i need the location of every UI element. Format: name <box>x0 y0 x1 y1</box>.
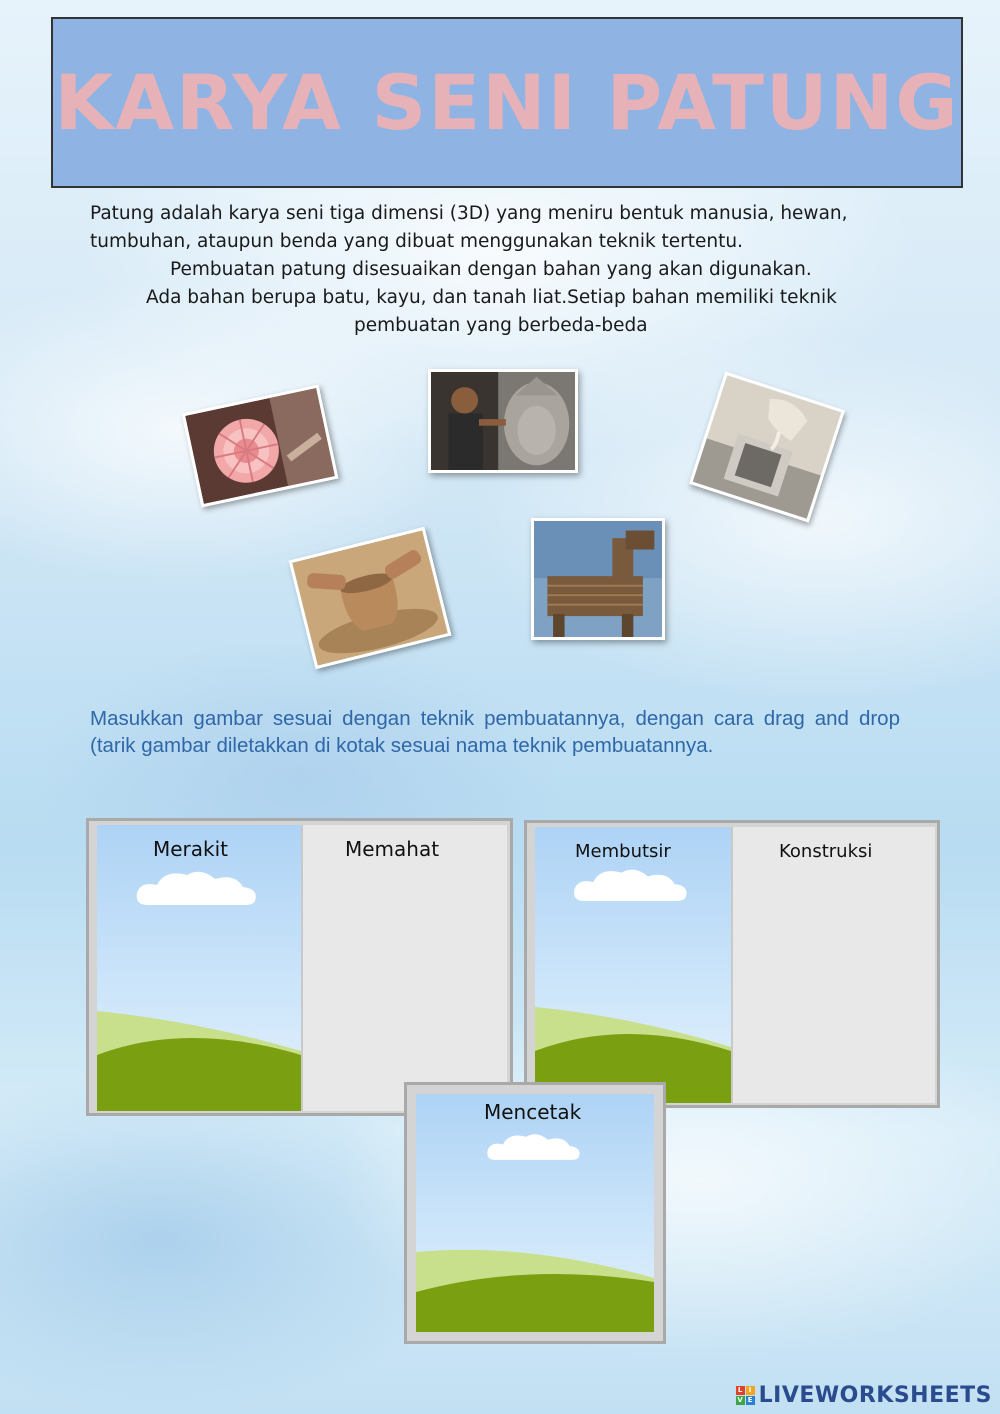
drop-board-bottom <box>404 1082 666 1344</box>
zone-label-mencetak: Mencetak <box>484 1100 582 1124</box>
drop-board-left <box>86 818 513 1116</box>
grass-hill <box>416 1246 654 1332</box>
photo-pottery-wheel[interactable] <box>289 527 452 670</box>
grass-hill <box>97 1011 301 1111</box>
zone-label-memahat: Memahat <box>345 837 440 861</box>
title-banner <box>51 17 963 188</box>
photo-wooden-horse[interactable] <box>531 518 665 640</box>
drop-board-right <box>524 820 940 1108</box>
page-title: KARYA SENI PATUNG <box>54 58 960 147</box>
liveworksheets-wordmark: LIVEWORKSHEETS <box>758 1383 992 1408</box>
mark-letter: I <box>746 1386 755 1395</box>
intro-line: tumbuhan, ataupun benda yang dibuat menggunakan teknik tertentu. <box>90 231 744 252</box>
zone-label-merakit: Merakit <box>153 837 229 861</box>
drop-zone-membutsir[interactable] <box>535 827 731 1103</box>
intro-line: Ada bahan berupa batu, kayu, dan tanah liat.Setiap bahan memiliki teknik <box>146 287 837 308</box>
cloud-icon <box>486 1130 582 1162</box>
liveworksheets-logo <box>736 1383 992 1408</box>
intro-line: Patung adalah karya seni tiga dimensi (3D) yang meniru bentuk manusia, hewan, <box>90 203 848 224</box>
cloud-icon <box>135 869 259 905</box>
mark-letter: V <box>737 1396 743 1404</box>
photo-stone-carver[interactable] <box>428 369 578 473</box>
instruction-text: Masukkan gambar sesuai dengan teknik pembuatannya, dengan cara drag and drop (tarik gambar diletakkan di kotak sesuai nama teknik pembuatannya. <box>90 707 900 757</box>
liveworksheets-mark-icon <box>736 1386 755 1405</box>
intro-line: pembuatan yang berbeda-beda <box>354 315 648 336</box>
plaster-mold-image <box>693 375 842 519</box>
wooden-horse-image <box>534 521 662 637</box>
drop-zone-merakit[interactable] <box>97 825 301 1111</box>
drop-zone-konstruksi[interactable] <box>731 827 935 1103</box>
stone-carver-image <box>431 372 575 470</box>
drop-zone-mencetak[interactable] <box>416 1094 654 1332</box>
cloud-icon <box>571 867 691 901</box>
photo-plaster-mold[interactable] <box>689 371 845 522</box>
mark-letter: E <box>746 1396 755 1405</box>
carved-flower-image <box>185 388 335 504</box>
drop-zone-memahat[interactable] <box>301 825 507 1111</box>
intro-paragraph <box>90 200 910 340</box>
zone-label-membutsir: Membutsir <box>575 841 671 862</box>
mark-letter: L <box>736 1386 745 1395</box>
photo-carved-flower[interactable] <box>182 384 339 507</box>
intro-line: Pembuatan patung disesuaikan dengan bahan yang akan digunakan. <box>170 259 812 280</box>
zone-label-konstruksi: Konstruksi <box>779 841 873 862</box>
pottery-wheel-image <box>292 530 448 665</box>
